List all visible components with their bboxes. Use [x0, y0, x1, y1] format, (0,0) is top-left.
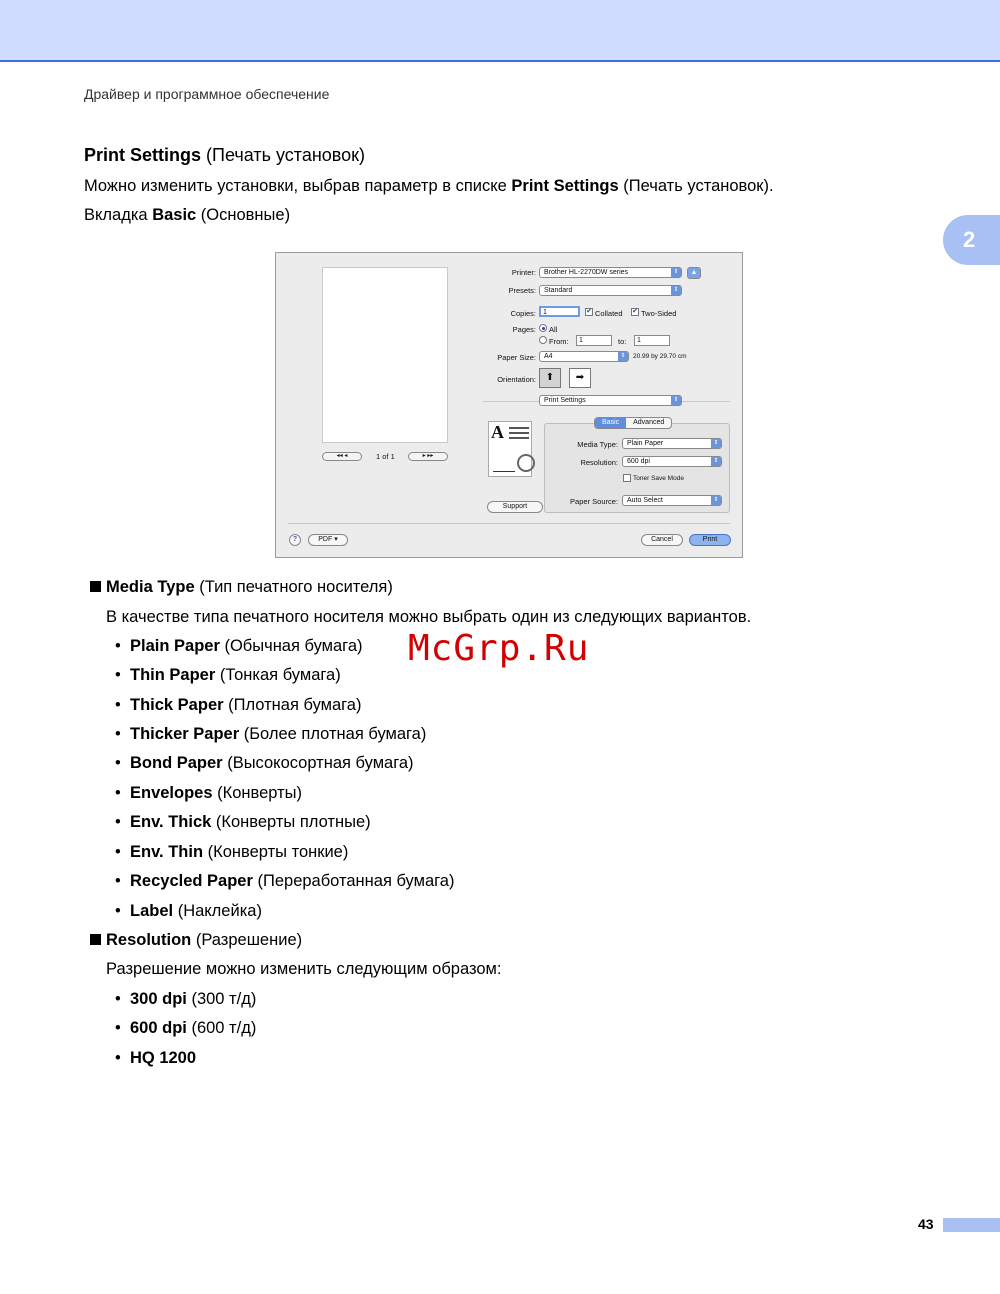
- bullet-icon: •: [115, 637, 121, 655]
- printer-value: Brother HL-2270DW series: [544, 269, 629, 276]
- presets-value: Standard: [544, 287, 573, 294]
- intro-paragraph: [84, 177, 774, 196]
- bottom-divider: [288, 523, 730, 524]
- letter-a-glyph: A: [491, 422, 504, 442]
- resolution-description: Разрешение можно изменить следующим образом:: [106, 960, 502, 978]
- bullet-icon: •: [115, 843, 121, 861]
- bullet-icon: •: [115, 902, 121, 920]
- print-dialog: [275, 252, 743, 558]
- bullet-icon: •: [115, 696, 121, 714]
- bullet-icon: •: [115, 990, 121, 1008]
- presets-select[interactable]: [539, 285, 682, 296]
- paper-source-value: Auto Select: [627, 497, 663, 504]
- resolution-title-bold: Resolution: [106, 931, 192, 949]
- list-item: [130, 754, 414, 773]
- to-label: to:: [618, 337, 627, 346]
- tab-line: [84, 206, 290, 225]
- toner-save-checkbox[interactable]: [623, 474, 631, 482]
- presets-label: Presets:: [508, 286, 536, 295]
- running-header: Драйвер и программное обеспечение: [84, 86, 330, 102]
- bullet-icon: •: [115, 754, 121, 772]
- tab-basic[interactable]: Basic: [595, 418, 626, 428]
- section-value: Print Settings: [544, 397, 586, 404]
- from-field[interactable]: 1: [576, 335, 612, 346]
- tab-line-bold: Basic: [152, 206, 197, 224]
- item-bold: Plain Paper: [130, 637, 220, 655]
- print-button[interactable]: Print: [689, 534, 731, 546]
- item-rest: (Тонкая бумага): [215, 666, 341, 684]
- popup-arrows-icon: ⇕: [618, 352, 628, 361]
- heading-bold: Print Settings: [84, 145, 202, 165]
- item-bold: Recycled Paper: [130, 872, 253, 890]
- list-item: [130, 813, 371, 832]
- print-preview: [322, 267, 448, 443]
- popup-arrows-icon: ⇕: [671, 396, 681, 405]
- square-bullet-icon: [90, 581, 101, 592]
- printer-label: Printer:: [511, 268, 536, 277]
- bullet-icon: •: [115, 1019, 121, 1037]
- popup-arrows-icon: ⇕: [671, 286, 681, 295]
- media-type-label: Media Type:: [577, 440, 618, 449]
- item-rest: (Обычная бумага): [219, 637, 363, 655]
- copies-label: Copies:: [510, 309, 536, 318]
- item-rest: (Переработанная бумага): [252, 872, 455, 890]
- page-number-bar: [943, 1218, 1000, 1232]
- item-rest: (Конверты): [212, 784, 303, 802]
- bullet-icon: •: [115, 725, 121, 743]
- text-line-glyph: [509, 437, 529, 439]
- media-type-select[interactable]: [622, 438, 722, 449]
- paper-size-label: Paper Size:: [497, 353, 536, 362]
- list-item: [130, 843, 348, 862]
- settings-tabs[interactable]: [594, 417, 672, 429]
- media-type-description: В качестве типа печатного носителя можно выбрать один из следующих вариантов.: [106, 608, 752, 626]
- media-type-heading: [106, 578, 393, 597]
- item-rest: (Наклейка): [173, 902, 262, 920]
- text-line-glyph: [509, 427, 529, 429]
- item-bold: 300 dpi: [130, 990, 187, 1008]
- pages-label: Pages:: [512, 325, 536, 334]
- magnifier-icon: [517, 454, 535, 472]
- top-banner: [0, 0, 1000, 60]
- list-item: [130, 784, 302, 803]
- list-item: [130, 872, 454, 891]
- item-bold: Label: [130, 902, 174, 920]
- portrait-icon[interactable]: ⬆: [539, 368, 561, 388]
- item-bold: 600 dpi: [130, 1019, 187, 1037]
- item-bold: Env. Thick: [130, 813, 212, 831]
- media-type-title-rest: (Тип печатного носителя): [194, 578, 393, 596]
- item-bold: HQ 1200: [130, 1049, 197, 1067]
- toner-save-label: Toner Save Mode: [633, 475, 684, 482]
- pages-from-label: From:: [549, 337, 569, 346]
- help-button[interactable]: ?: [289, 534, 301, 546]
- intro-bold: Print Settings: [511, 177, 619, 195]
- intro-pre: Можно изменить установки, выбрав параметр в списке: [84, 177, 512, 195]
- media-preview-icon: [488, 421, 532, 477]
- pages-from-radio[interactable]: [539, 336, 547, 344]
- tab-line-post: (Основные): [196, 206, 291, 224]
- paper-dimensions: 20.99 by 29.70 cm: [633, 353, 687, 360]
- list-item: [130, 666, 341, 685]
- media-type-title-bold: Media Type: [106, 578, 195, 596]
- item-bold: Envelopes: [130, 784, 213, 802]
- paper-source-label: Paper Source:: [570, 497, 618, 506]
- preview-back-button[interactable]: ◂◂ ◂: [322, 452, 362, 461]
- item-rest: (Конверты плотные): [211, 813, 371, 831]
- tab-line-pre: Вкладка: [84, 206, 153, 224]
- item-rest: (600 т/д): [186, 1019, 257, 1037]
- page-number: 43: [918, 1216, 934, 1232]
- intro-post: (Печать установок).: [618, 177, 774, 195]
- list-item: [130, 725, 426, 744]
- popup-arrows-icon: ⇕: [671, 268, 681, 277]
- media-type-value: Plain Paper: [627, 440, 664, 447]
- resolution-heading: [106, 931, 302, 950]
- item-bold: Thick Paper: [130, 696, 224, 714]
- landscape-icon[interactable]: ➡: [569, 368, 591, 388]
- popup-arrows-icon: ⇕: [711, 457, 721, 466]
- item-bold: Thin Paper: [130, 666, 216, 684]
- list-item: [130, 637, 363, 656]
- item-rest: (Конверты тонкие): [203, 843, 349, 861]
- pdf-button[interactable]: PDF ▾: [308, 534, 348, 546]
- resolution-select[interactable]: [622, 456, 722, 467]
- paper-size-select[interactable]: [539, 351, 629, 362]
- section-select[interactable]: [539, 395, 682, 406]
- bullet-icon: •: [115, 666, 121, 684]
- bullet-icon: •: [115, 1049, 121, 1067]
- list-item: [130, 1019, 256, 1038]
- item-rest: (Плотная бумага): [223, 696, 362, 714]
- list-item: [130, 1049, 196, 1068]
- header-rule: [0, 60, 1000, 62]
- two-sided-label: Two-Sided: [641, 309, 677, 318]
- page-counter: 1 of 1: [376, 452, 395, 461]
- square-bullet-icon: [90, 934, 101, 945]
- resolution-label: Resolution:: [580, 458, 618, 467]
- item-bold: Env. Thin: [130, 843, 204, 861]
- pages-all-label: All: [549, 325, 558, 334]
- watermark: McGrp.Ru: [408, 628, 590, 669]
- bullet-icon: •: [115, 872, 121, 890]
- copies-field[interactable]: 1: [539, 306, 580, 317]
- section-heading: [84, 145, 365, 166]
- popup-arrows-icon: ⇕: [711, 439, 721, 448]
- item-rest: (Высокосортная бумага): [222, 754, 414, 772]
- list-item: [130, 990, 256, 1009]
- resolution-title-rest: (Разрешение): [191, 931, 303, 949]
- preview-forward-button[interactable]: ▸ ▸▸: [408, 452, 448, 461]
- item-rest: (Более плотная бумага): [239, 725, 427, 743]
- heading-rest: (Печать установок): [201, 145, 366, 165]
- collated-label: Collated: [595, 309, 623, 318]
- bar-chart-glyph: [493, 460, 515, 472]
- cancel-button[interactable]: Cancel: [641, 534, 683, 546]
- orientation-label: Orientation:: [497, 375, 536, 384]
- bullet-icon: •: [115, 784, 121, 802]
- popup-arrows-icon: ⇕: [711, 496, 721, 505]
- resolution-value: 600 dpi: [627, 458, 650, 465]
- printer-select[interactable]: [539, 267, 682, 278]
- expand-button[interactable]: ▲: [687, 267, 701, 279]
- item-bold: Bond Paper: [130, 754, 223, 772]
- collated-checkbox[interactable]: ✔: [586, 308, 592, 315]
- to-field[interactable]: 1: [634, 335, 670, 346]
- support-button[interactable]: Support: [487, 501, 543, 513]
- list-item: [130, 696, 361, 715]
- paper-source-select[interactable]: [622, 495, 722, 506]
- paper-size-value: A4: [544, 353, 553, 360]
- text-line-glyph: [509, 432, 529, 434]
- tab-advanced[interactable]: Advanced: [633, 419, 665, 426]
- item-bold: Thicker Paper: [130, 725, 240, 743]
- item-rest: (300 т/д): [186, 990, 257, 1008]
- bullet-icon: •: [115, 813, 121, 831]
- list-item: [130, 902, 262, 921]
- pages-all-radio[interactable]: [539, 324, 547, 332]
- chapter-tab: 2: [943, 215, 1000, 265]
- two-sided-checkbox[interactable]: ✔: [632, 308, 638, 315]
